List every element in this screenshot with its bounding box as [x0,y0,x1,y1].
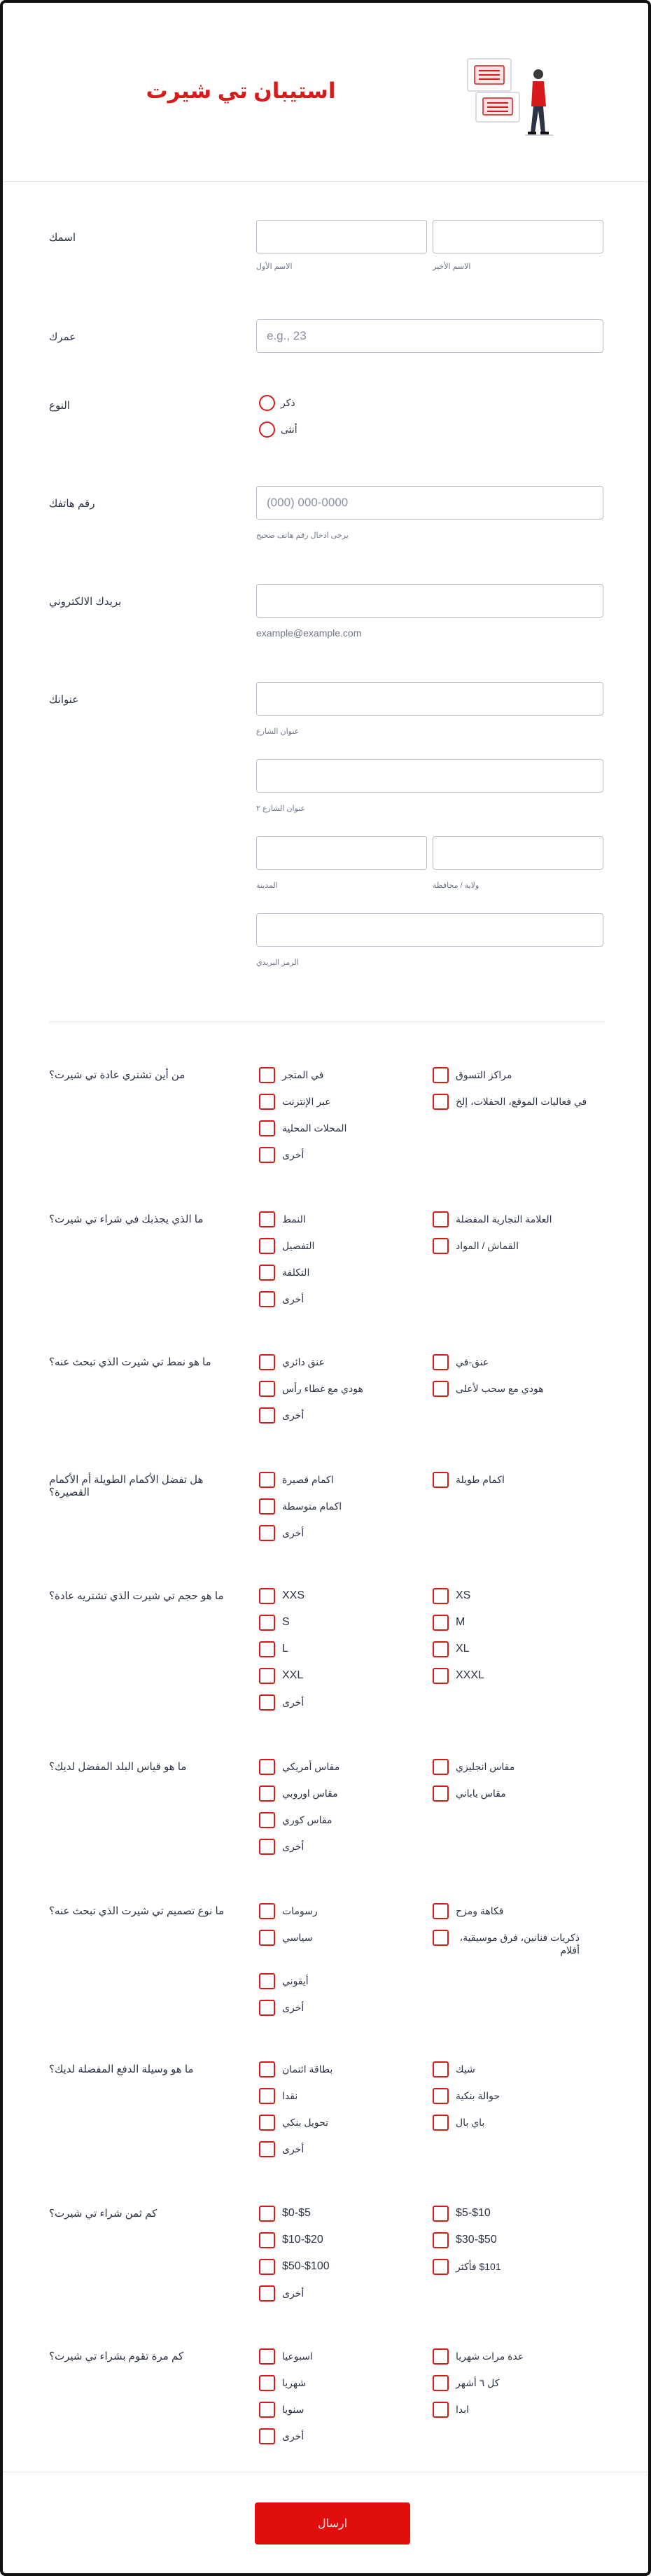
question-label: كم ثمن شراء تي شيرت؟ [49,2208,158,2220]
email-input[interactable] [256,584,603,618]
checkbox-box[interactable] [259,1694,275,1711]
checkbox-option[interactable]: أخرى [259,1293,420,1307]
phone-label: رقم هاتفك [49,498,95,510]
question-label: كم مرة تقوم بشراء تي شيرت؟ [49,2351,184,2362]
checkbox-option[interactable]: M [433,1616,594,1631]
checkbox-box[interactable] [433,2115,449,2131]
checkbox-option[interactable]: فكاهة ومزح [433,1905,594,1919]
shopping-illustration-icon [465,50,556,141]
street-address-sublabel: عنوان الشارع [256,727,300,736]
email-sublabel: example@example.com [256,627,362,639]
checkbox-option[interactable]: أخرى [259,1409,420,1423]
last-name-input[interactable] [433,220,603,253]
checkbox-option[interactable]: رسومات [259,1905,420,1919]
phone-input[interactable]: (000) 000-0000 [256,486,603,520]
checkbox-box[interactable] [259,2141,275,2157]
checkbox-option[interactable]: حوالة بنكية [433,2089,594,2104]
street-address-2-sublabel: عنوان الشارع ٢ [256,805,306,813]
checkbox-option[interactable]: أيقوني [259,1975,420,1989]
state-sublabel: ولاية / محافظة [433,882,479,890]
checkbox-box[interactable] [259,1120,275,1136]
checkbox-option[interactable]: عبر الإنترنت [259,1095,420,1110]
checkbox-option[interactable]: $30-$50 [433,2234,594,2248]
checkbox-option[interactable]: أخرى [259,1840,420,1855]
checkbox-box[interactable] [259,1265,275,1281]
checkbox-box[interactable] [259,2259,275,2275]
name-label: اسمك [49,232,76,244]
checkbox-option[interactable]: التفصيل [259,1239,420,1254]
gender-label: النوع [49,400,70,412]
checkbox-box[interactable] [259,2402,275,2418]
checkbox-box[interactable] [259,1381,275,1397]
checkbox-option[interactable]: عنق-في [433,1356,594,1370]
radio-circle[interactable] [259,395,275,411]
checkbox-box[interactable] [433,2232,449,2248]
checkbox-box[interactable] [433,1588,449,1604]
gender-option-label: أنثى [281,424,298,435]
checkbox-box[interactable] [259,1839,275,1855]
checkbox-box[interactable] [259,1759,275,1775]
gender-option-label: ذكر [281,397,295,408]
checkbox-option[interactable]: باي بال [433,2116,594,2131]
checkbox-box[interactable] [433,1930,449,1946]
checkbox-box[interactable] [433,1381,449,1397]
checkbox-option[interactable]: عنق دائري [259,1356,420,1370]
checkbox-option[interactable]: $10-$20 [259,2234,420,2248]
checkbox-option[interactable]: العلامة التجارية المفضلة [433,1213,594,1227]
form-header [3,3,648,182]
checkbox-box[interactable] [259,2428,275,2444]
question-label: ما هو نمط تي شيرت الذي تبحث عنه؟ [49,1356,211,1368]
checkbox-box[interactable] [259,2088,275,2104]
checkbox-option[interactable]: هودي مع سحب لأعلى [433,1382,594,1397]
checkbox-box[interactable] [433,1238,449,1254]
last-name-sublabel: الاسم الأخير [433,263,471,271]
checkbox-option[interactable]: ذكريات فنانين، فرق موسيقية، أفلام [433,1931,580,1956]
zip-sublabel: الرمز البريدي [256,959,299,967]
state-input[interactable] [433,836,603,870]
checkbox-option[interactable]: مقاس انجليزي [433,1760,594,1775]
checkbox-box[interactable] [259,1525,275,1541]
checkbox-option[interactable]: تحويل بنكي [259,2116,420,2131]
checkbox-option[interactable]: في المتجر [259,1068,420,1083]
checkbox-box[interactable] [259,2000,275,2016]
checkbox-option[interactable]: أخرى [259,1526,420,1541]
checkbox-option[interactable]: شيك [433,2063,594,2077]
question-label: ما هو وسيلة الدفع المفضلة لديك؟ [49,2063,194,2075]
email-label: بريدك الالكتروني [49,596,122,608]
checkbox-box[interactable] [259,1067,275,1083]
checkbox-box[interactable] [433,1668,449,1684]
checkbox-box[interactable] [259,2285,275,2302]
checkbox-box[interactable] [259,1930,275,1946]
address-label: عنوانك [49,694,79,706]
zip-input[interactable] [256,913,603,947]
checkbox-box[interactable] [259,1498,275,1515]
checkbox-box[interactable] [433,2402,449,2418]
checkbox-box[interactable] [259,1615,275,1631]
checkbox-option[interactable]: سنويا [259,2403,420,2418]
checkbox-option[interactable]: أخرى [259,1148,420,1163]
checkbox-box[interactable] [259,2348,275,2365]
age-input[interactable]: e.g., 23 [256,319,603,353]
form-title: استيبان تي شيرت [146,78,336,103]
checkbox-option[interactable]: كل ٦ أشهر [433,2376,594,2391]
checkbox-option[interactable]: عدة مرات شهريا [433,2350,594,2365]
checkbox-option[interactable]: S [259,1616,420,1631]
checkbox-box[interactable] [433,2206,449,2222]
checkbox-box[interactable] [259,2206,275,2222]
gender-option-female[interactable] [259,422,298,438]
checkbox-box[interactable] [259,2232,275,2248]
gender-option-male[interactable] [259,395,295,411]
checkbox-box[interactable] [259,1785,275,1802]
checkbox-option[interactable]: النمط [259,1213,420,1227]
checkbox-box[interactable] [259,1291,275,1307]
question-label: هل تفضل الأكمام الطويلة أم الأكمام القصيرة؟ [49,1474,204,1498]
checkbox-box[interactable] [259,1094,275,1110]
checkbox-box[interactable] [433,2375,449,2391]
checkbox-box[interactable] [259,1641,275,1657]
checkbox-box[interactable] [259,1238,275,1254]
checkbox-box[interactable] [259,1354,275,1370]
checkbox-option[interactable]: XL [433,1643,594,1657]
checkbox-box[interactable] [259,1903,275,1919]
checkbox-box[interactable] [433,1067,449,1083]
city-input[interactable] [256,836,427,870]
checkbox-option[interactable]: مقاس ياباني [433,1787,594,1802]
checkbox-box[interactable] [433,2259,449,2275]
checkbox-box[interactable] [433,1354,449,1370]
checkbox-box[interactable] [259,1407,275,1423]
checkbox-option[interactable]: اكمام متوسطة [259,1500,420,1515]
checkbox-box[interactable] [259,2061,275,2077]
first-name-sublabel: الاسم الأول [256,263,293,271]
checkbox-box[interactable] [259,1588,275,1604]
checkbox-box[interactable] [259,1147,275,1163]
checkbox-option[interactable]: سياسي [259,1931,420,1946]
checkbox-box[interactable] [433,1094,449,1110]
checkbox-option[interactable]: القماش / المواد [433,1239,594,1254]
checkbox-box[interactable] [259,2115,275,2131]
street-address-2-input[interactable] [256,759,603,793]
checkbox-option[interactable]: مراكز التسوق [433,1068,594,1083]
checkbox-box[interactable] [433,1472,449,1488]
checkbox-option[interactable]: أخرى [259,2430,420,2444]
question-label: ما هو قياس البلد المفضل لديك؟ [49,1761,187,1773]
checkbox-option[interactable]: $50-$100 [259,2260,420,2275]
city-sublabel: المدينة [256,882,278,890]
checkbox-box[interactable] [433,2088,449,2104]
phone-sublabel: يرجى ادخال رقم هاتف صحيح [256,531,349,540]
checkbox-option[interactable]: XXXL [433,1669,594,1684]
checkbox-option[interactable]: ابدا [433,2403,594,2418]
checkbox-option[interactable]: أخرى [259,2287,420,2302]
checkbox-box[interactable] [259,1973,275,1989]
checkbox-box[interactable] [433,1785,449,1802]
checkbox-option[interactable]: في فعاليات الموقع، الحفلات، إلخ [433,1095,594,1110]
checkbox-box[interactable] [259,1472,275,1488]
checkbox-box[interactable] [433,2061,449,2077]
checkbox-option[interactable]: XXL [259,1669,420,1684]
checkbox-option[interactable]: $101 فأكثر [433,2260,594,2275]
checkbox-box[interactable] [433,1615,449,1631]
checkbox-option[interactable]: مقاس أمريكي [259,1760,420,1775]
radio-circle[interactable] [259,422,275,438]
checkbox-box[interactable] [433,2348,449,2365]
checkbox-box[interactable] [259,1668,275,1684]
checkbox-option[interactable]: اكمام قصيرة [259,1473,420,1488]
checkbox-option[interactable]: المحلات المحلية [259,1122,420,1136]
checkbox-option[interactable]: اسبوعيا [259,2350,420,2365]
street-address-input[interactable] [256,682,603,716]
checkbox-box[interactable] [433,1759,449,1775]
checkbox-option[interactable]: هودي مع غطاء رأس [259,1382,420,1397]
checkbox-option[interactable]: $5-$10 [433,2207,594,2222]
checkbox-box[interactable] [259,2375,275,2391]
checkbox-option[interactable]: L [259,1643,420,1657]
question-label: من أين تشتري عادة تي شيرت؟ [49,1069,186,1081]
checkbox-option[interactable]: أخرى [259,1696,420,1711]
age-label: عمرك [49,331,76,343]
checkbox-option[interactable]: شهريا [259,2376,420,2391]
checkbox-option[interactable]: $0-$5 [259,2207,420,2222]
checkbox-option[interactable]: نقدا [259,2089,420,2104]
checkbox-option[interactable]: XXS [259,1589,420,1604]
checkbox-option[interactable]: مقاس اوروبي [259,1787,420,1802]
checkbox-option[interactable]: التكلفة [259,1266,420,1281]
question-label: ما هو حجم تي شيرت الذي تشتريه عادة؟ [49,1590,224,1602]
checkbox-option[interactable]: مقاس كوري [259,1813,420,1828]
question-label: ما نوع تصميم تي شيرت الذي تبحث عنه؟ [49,1905,225,1917]
checkbox-box[interactable] [433,1641,449,1657]
checkbox-option[interactable]: اكمام طويلة [433,1473,594,1488]
checkbox-option[interactable]: XS [433,1589,594,1604]
first-name-input[interactable] [256,220,427,253]
checkbox-option[interactable]: بطاقة ائتمان [259,2063,420,2077]
checkbox-box[interactable] [259,1812,275,1828]
question-label: ما الذي يجذبك في شراء تي شيرت؟ [49,1213,204,1225]
checkbox-box[interactable] [259,1211,275,1227]
checkbox-box[interactable] [433,1903,449,1919]
submit-button[interactable]: ارسال [255,2502,410,2544]
checkbox-option[interactable]: أخرى [259,2001,420,2016]
checkbox-box[interactable] [433,1211,449,1227]
checkbox-option[interactable]: أخرى [259,2143,420,2157]
